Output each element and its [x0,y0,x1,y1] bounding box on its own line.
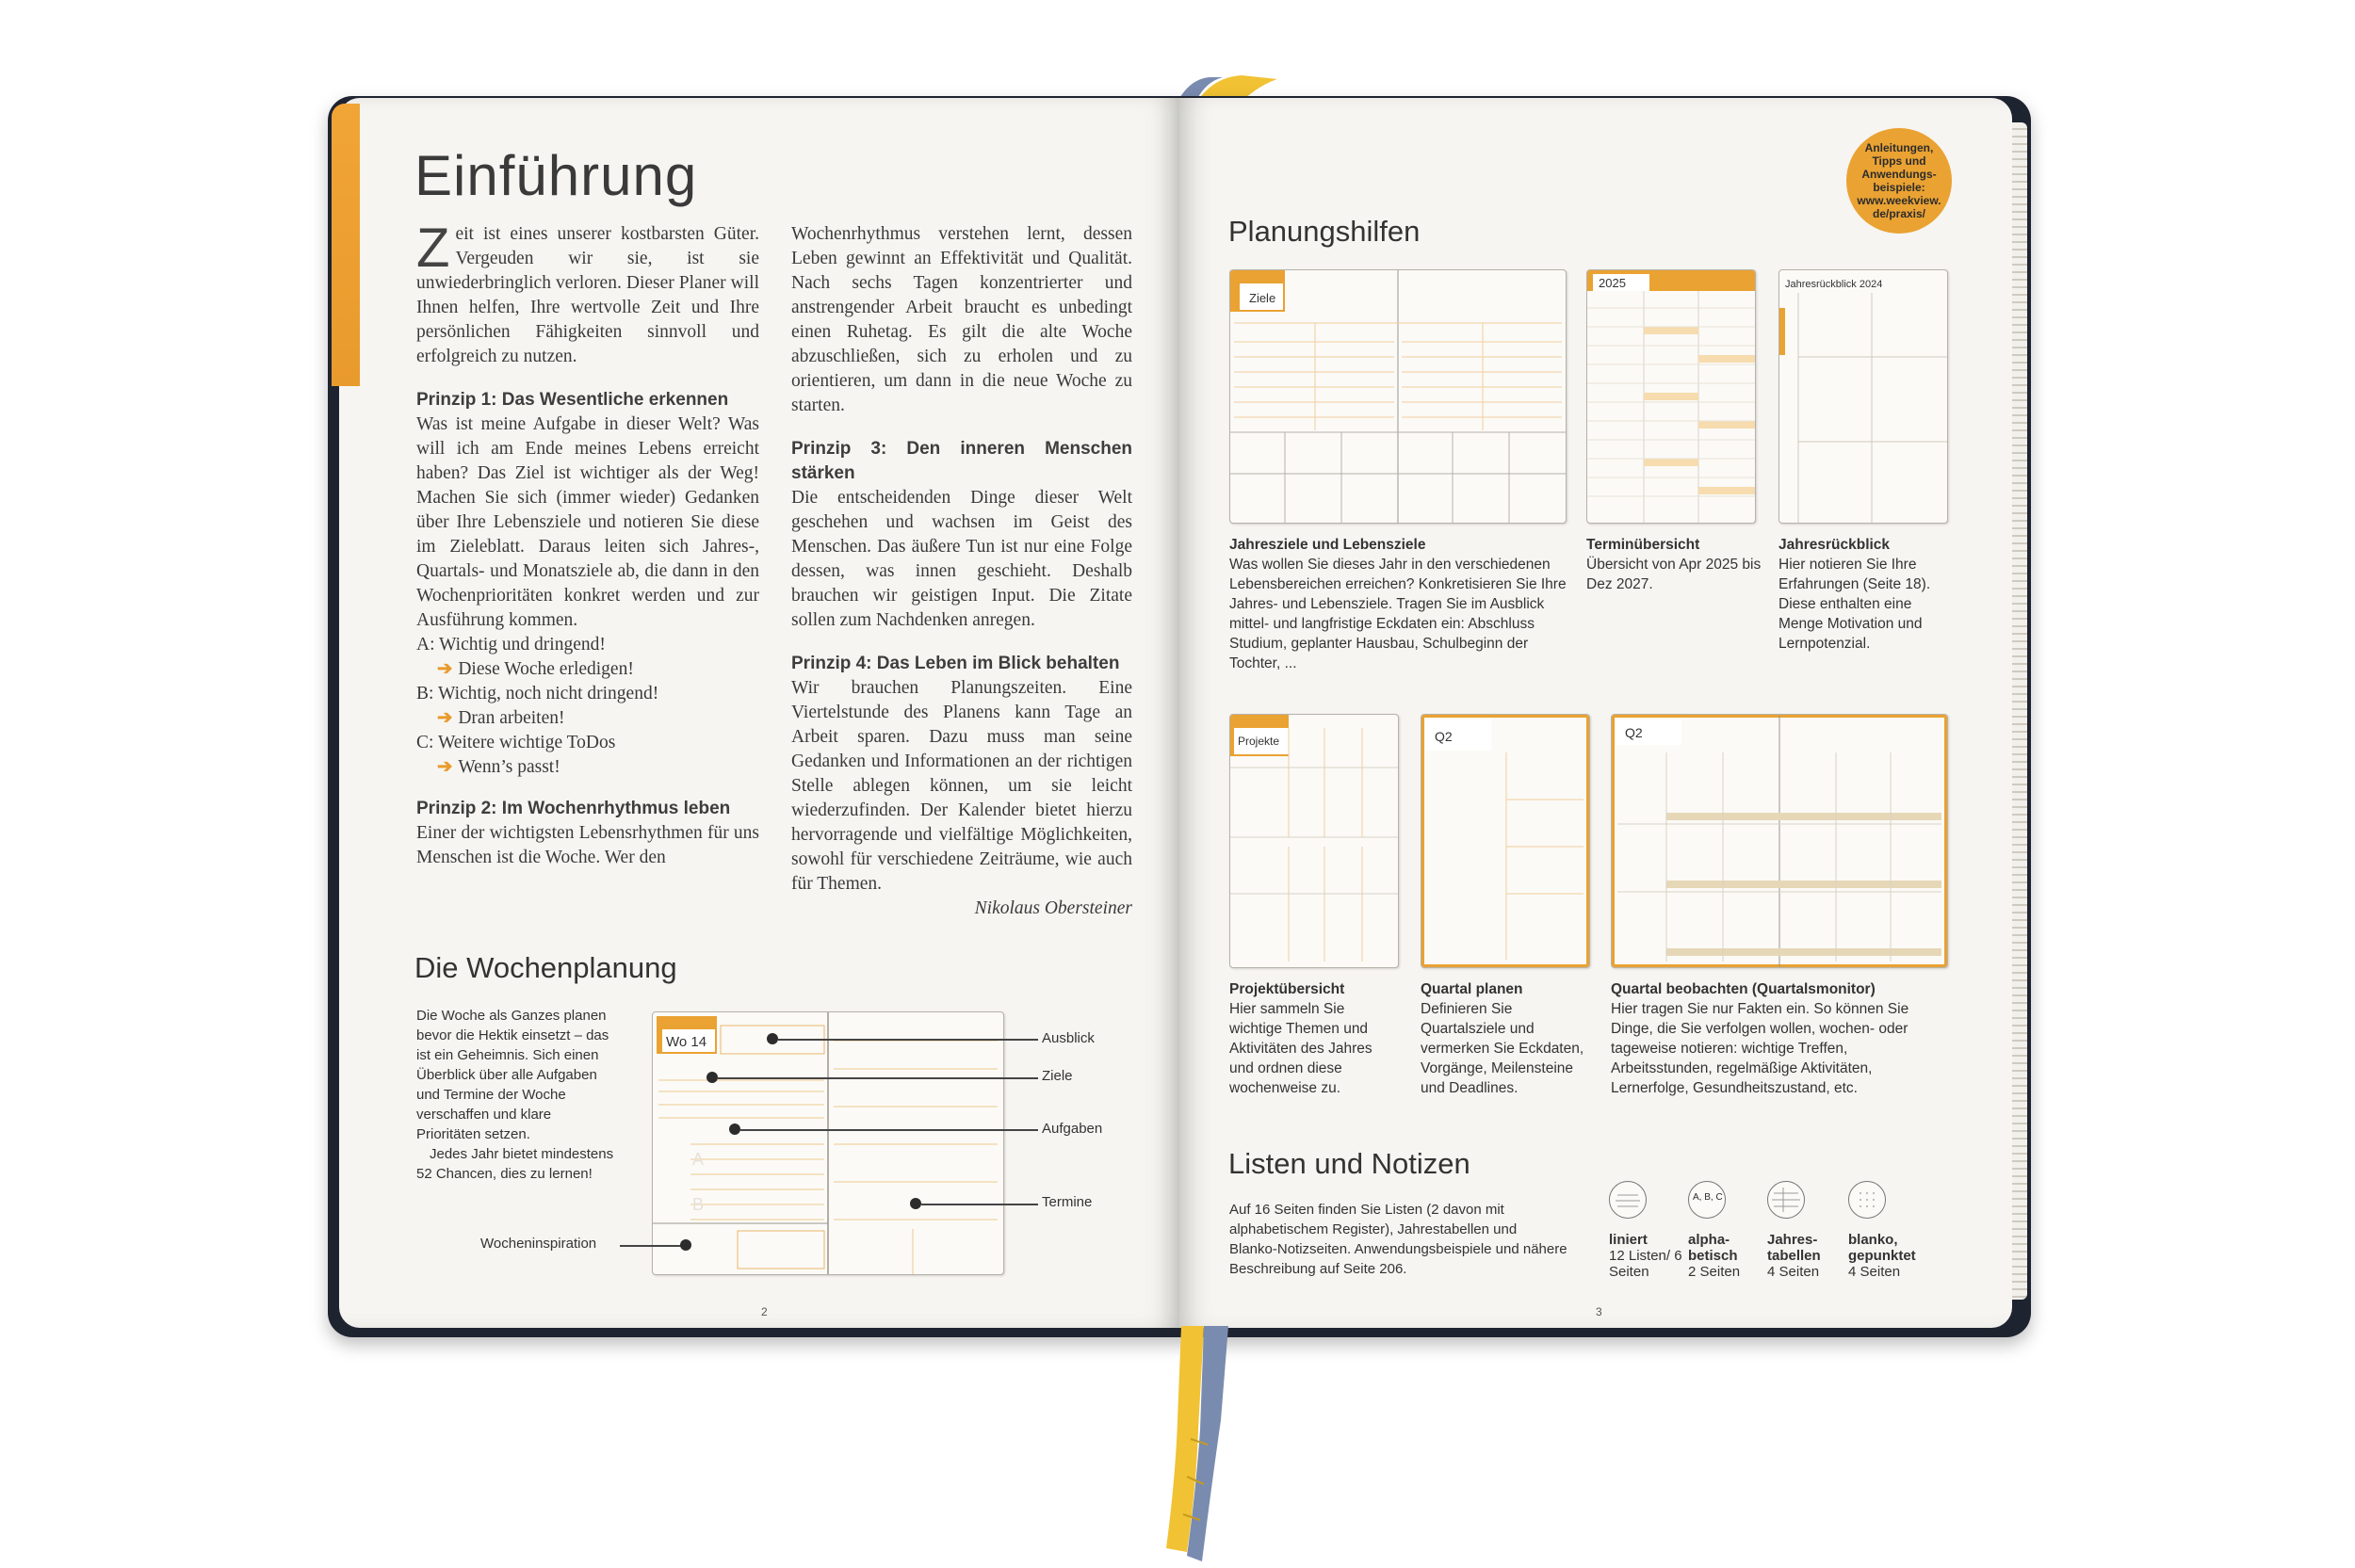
caption-title: Jahresrückblick [1778,537,1891,553]
page-title: Einführung [414,144,698,207]
page-number-right: 3 [1596,1305,1602,1318]
intro-text: eit ist eines unserer kostbarsten Güter. Vergeuden wir sie, ist sie unwiederbringlich verloren. Dieser Planer will Ihnen helfen, Ihre wertvolle Zeit und Ihre persönlichen Fähigkeiten sinnvoll und erfolgreich zu nutzen. [416,224,759,366]
caption-text: Übersicht von Apr 2025 bis Dez 2027. [1586,557,1762,592]
section-title-planning: Planungshilfen [1228,215,1421,248]
abc-a: A: Wichtig und dringend! [416,635,606,655]
drop-cap: Z [416,218,450,279]
caption-title: Terminübersicht [1586,537,1700,553]
callout-line [921,1204,1038,1205]
page-number-left: 2 [761,1305,768,1318]
thumb-1-label: Ziele [1249,291,1276,305]
arrow-icon: ➔ [437,659,453,679]
callout-ziele: Ziele [1042,1068,1073,1084]
principle-2-text: Einer der wichtigsten Lebensrhythmen für uns Menschen ist die Woche. Wer den [416,823,759,867]
principle-2-continued: Wochenrhythmus verstehen lernt, dessen Leben gewinnt an Effektivität und Qualität. Nach sechs Tagen konzentrierter und anstrengender Arbeit braucht es unbedingt einen Ruhetag. Es gilt die alte Woche abzuschließen, sich zu erholen und zu orientieren, um dann in die neue Woche zu starten. [791,224,1132,415]
list-type-alphabetic: alpha-betisch 2 Seiten [1688,1232,1741,1280]
list-type-lined: liniert 12 Listen/ 6 Seiten [1609,1232,1682,1280]
callout-termine: Termine [1042,1194,1093,1210]
lists-description: Auf 16 Seiten finden Sie Listen (2 davon mit alphabetischem Register), Jahrestabellen und Blanko-Notizseiten. Anwendungsbeispiele und nähere Beschreibung auf Seite 206. [1229,1202,1567,1277]
abc-c: C: Weitere wichtige ToDos [416,733,616,752]
page-edges [2012,122,2027,1300]
thumb-2-label: 2025 [1599,276,1626,290]
abc-b: B: Wichtig, noch nicht dringend! [416,684,659,703]
thumb-4-label: Projekte [1238,735,1280,748]
bookmark-ribbons-bottom [1149,1326,1262,1561]
caption-text: Was wollen Sie dieses Jahr in den verschiedenen Lebensbereichen erreichen? Konkretisieren Sie Ihre Jahres- und Lebensziele. Tragen Sie im Ausblick mittel- und langfristige Eckdaten ein: Abschluss Studium, geplanter Hausbau, Schulbeginn der Tochter, ... [1229,557,1567,671]
callout-wocheninspiration: Wocheninspiration [480,1236,597,1252]
caption-jahresziele [1229,535,1578,673]
principle-3-text: Die entscheidenden Dinge dieser Welt geschehen und wachsen im Geist des Menschen. Das äußere Tun ist nur eine Folge dessen, was innen geschieht. Deshalb brauchen wir geistigen Input. Die Zitate sollen zum Nachdenken anregen. [791,488,1132,630]
alphabet-glyph: A, B, C [1693,1192,1723,1203]
week-label: Wo 14 [666,1034,707,1050]
caption-text: Hier tragen Sie nur Fakten ein. So können Sie Dinge, die Sie verfolgen wollen, wochen- oder tageweise notieren: wichtige Treffen, Arbeitsstunden, regelmäßige Aktivitäten, Lernerfolge, Gesundheitszustand, etc. [1611,1001,1909,1096]
thumb-6-label: Q2 [1625,725,1643,740]
week-description [416,1006,614,1184]
principle-3-heading: Prinzip 3: Den inneren Menschen stärken [791,439,1132,483]
text-column-2 [791,222,1132,921]
arrow-icon: ➔ [437,708,453,728]
caption-quartalsmonitor [1611,979,1952,1098]
callout-line [740,1129,1038,1131]
thumb-jahresziele [1229,269,1567,524]
caption-title: Jahresziele und Lebensziele [1229,537,1426,553]
callout-aufgaben: Aufgaben [1042,1121,1103,1137]
callout-line [620,1245,686,1247]
principle-4-text: Wir brauchen Planungszeiten. Eine Viertelstunde des Planens kann Tage an Arbeit sparen. Dazu muss man seine Gedanken und Informationen an der richtigen Stelle ablegen können, um sie leicht wiederzufinden. Der Kalender bietet hierzu hervorragende und vielfältige Möglichkeiten, sowohl für verschiedene Zeiträume, wie auch für Themen. [791,678,1132,894]
week-text: Die Woche als Ganzes planen bevor die Hektik einsetzt – das ist ein Geheimnis. Sich einen Überblick über alle Aufgaben und Termine der Woche verschaffen und klare Prioritäten setzen. [416,1008,609,1142]
callout-dot [706,1072,718,1083]
caption-text: Definieren Sie Quartalsziele und vermerken Sie Eckdaten, Vorgänge, Meilensteine und Deadlines. [1421,1001,1584,1096]
svg-text:A: A [692,1150,705,1169]
thumb-5-label: Q2 [1435,729,1453,744]
callout-dot [910,1198,921,1209]
thumb-quartal-planen [1421,714,1590,968]
principle-1-text: Was ist meine Aufgabe in dieser Welt? Was will ich am Ende meines Lebens erreicht haben? Das Ziel ist wichtiger als der Weg! Machen Sie sich (immer wieder) Gedanken über Ihre Lebensziele und notieren Sie diese im Zieleblatt. Daraus leiten sich Jahres-, Quartals- und Monatsziele ab, die dann in den Wochenprioritäten konkret werden und zur Ausführung kommen. [416,414,759,630]
week-text-2: Jedes Jahr bietet mindestens 52 Chancen, dies zu lernen! [416,1146,614,1182]
caption-text: Hier sammeln Sie wichtige Themen und Aktivitäten des Jahres und ordnen diese wochenweise zu. [1229,1001,1372,1096]
caption-title: Projektübersicht [1229,981,1345,997]
callout-line [718,1077,1038,1079]
caption-terminuebersicht [1586,535,1762,594]
callout-dot [680,1239,691,1251]
section-title-week: Die Wochenplanung [414,951,677,984]
caption-projektuebersicht [1229,979,1399,1098]
abc-c-action: Wenn’s passt! [458,757,560,777]
caption-quartal-planen [1421,979,1592,1098]
thumb-jahresrueckblick [1778,269,1948,524]
lined-list-icon [1609,1181,1647,1219]
arrow-icon: ➔ [437,757,453,777]
callout-ausblick: Ausblick [1042,1030,1095,1046]
alphabet-list-icon [1688,1181,1726,1219]
week-planner-illustration [652,1011,1004,1275]
caption-title: Quartal planen [1421,981,1523,997]
abc-a-action: Diese Woche erledigen! [458,659,634,679]
section-title-lists: Listen und Notizen [1228,1147,1470,1180]
caption-jahresrueckblick [1778,535,1954,654]
text-column-1 [416,218,759,870]
thumb-terminuebersicht [1586,269,1756,524]
week-planner-graphic [653,1012,1003,1274]
callout-line [778,1039,1038,1041]
thumb-projektuebersicht [1229,714,1399,968]
list-type-tables: Jahres-tabellen 4 Seiten [1767,1232,1821,1280]
principle-2-heading: Prinzip 2: Im Wochenrhythmus leben [416,799,731,818]
principle-1-heading: Prinzip 1: Das Wesentliche erkennen [416,390,729,410]
signature: Nikolaus Obersteiner [974,898,1132,918]
caption-title: Quartal beobachten (Quartalsmonitor) [1611,981,1876,997]
list-type-blank: blanko, gepunktet 4 Seiten [1848,1232,1916,1280]
callout-dot [767,1033,778,1044]
badge-text: Anleitungen, Tipps und Anwendungs-beispiele: www.weekview. de/praxis/ [1857,141,1941,220]
praxis-badge [1846,128,1952,234]
orange-page-edge [332,104,360,386]
caption-text: Hier notieren Sie Ihre Erfahrungen (Seite 18). Diese enthalten eine Menge Motivation und Lernpotenzial. [1778,557,1931,652]
year-table-icon [1767,1181,1805,1219]
dotted-page-icon [1848,1181,1886,1219]
abc-b-action: Dran arbeiten! [458,708,565,728]
callout-dot [729,1123,740,1135]
svg-text:B: B [692,1195,705,1214]
thumb-3-label: Jahresrückblick 2024 [1785,279,1883,290]
thumb-quartalsmonitor [1611,714,1948,968]
principle-4-heading: Prinzip 4: Das Leben im Blick behalten [791,654,1120,673]
